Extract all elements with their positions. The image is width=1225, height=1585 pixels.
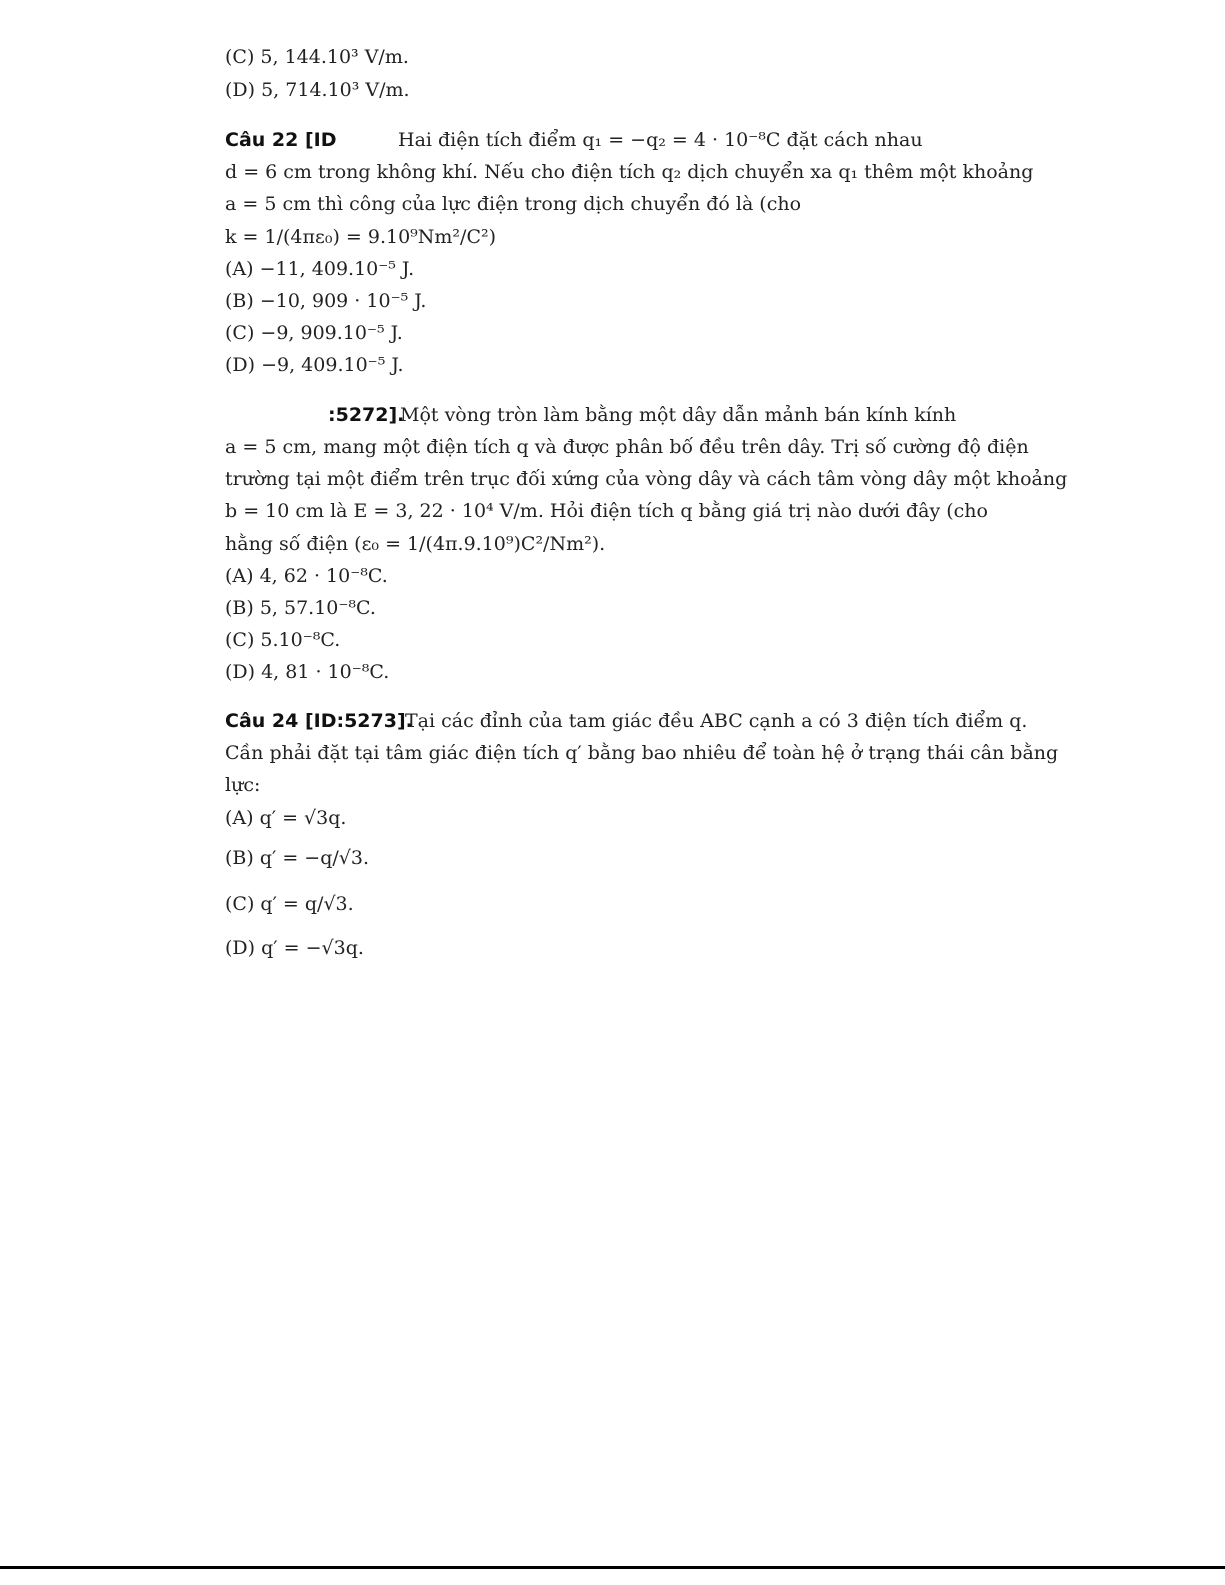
q24-option-d: (D) q′ = −√3q. [225,937,364,959]
q21-option-c: (C) 5, 144.10³ V/m. [225,46,409,68]
q23-option-a: (A) 4, 62 · 10⁻⁸C. [225,565,388,587]
q23-option-b: (B) 5, 57.10⁻⁸C. [225,597,376,619]
q23-heading: :5272]. [328,404,405,426]
q23-line3: trường tại một điểm trên trục đối xứng của vòng dây và cách tâm vòng dây một khoảng [225,468,1068,490]
q23-line1: Một vòng tròn làm bằng một dây dẫn mảnh bán kính kính [400,404,957,426]
q24-option-b: (B) q′ = −q/√3. [225,847,370,869]
q24-line1: Tại các đỉnh của tam giác đều ABC cạnh a có 3 điện tích điểm q. [405,710,1028,732]
q24-line2: Cần phải đặt tại tâm giác điện tích q′ bằng bao nhiêu để toàn hệ ở trạng thái cân bằng [225,742,1059,764]
q23-line4: b = 10 cm là E = 3, 22 · 10⁴ V/m. Hỏi điện tích q bằng giá trị nào dưới đây (cho [225,500,988,522]
q22-line4: k = 1/(4πε₀) = 9.10⁹Nm²/C²) [225,226,497,248]
q23-option-c: (C) 5.10⁻⁸C. [225,629,341,651]
q21-option-d: (D) 5, 714.10³ V/m. [225,79,410,101]
q22-option-d: (D) −9, 409.10⁻⁵ J. [225,354,404,376]
q22-line1: Hai điện tích điểm q₁ = −q₂ = 4 · 10⁻⁸C đặt cách nhau [398,129,923,151]
q22-option-a: (A) −11, 409.10⁻⁵ J. [225,258,415,280]
q24-heading: Câu 24 [ID:5273]. [225,710,413,732]
q23-line2: a = 5 cm, mang một điện tích q và được phân bố đều trên dây. Trị số cường độ điện [225,436,1029,458]
q23-option-d: (D) 4, 81 · 10⁻⁸C. [225,661,390,683]
q22-line2: d = 6 cm trong không khí. Nếu cho điện tích q₂ dịch chuyển xa q₁ thêm một khoảng [225,161,1034,183]
q22-option-c: (C) −9, 909.10⁻⁵ J. [225,322,403,344]
q24-option-c: (C) q′ = q/√3. [225,893,354,915]
q22-line3: a = 5 cm thì công của lực điện trong dịch chuyển đó là (cho [225,193,802,215]
q22-heading: Câu 22 [ID [225,129,337,151]
q22-option-b: (B) −10, 909 · 10⁻⁵ J. [225,290,427,312]
q24-line3: lực: [225,774,261,796]
q24-option-a: (A) q′ = √3q. [225,807,347,829]
page-bottom-border [0,1566,1225,1569]
q23-line5: hằng số điện (ε₀ = 1/(4π.9.10⁹)C²/Nm²). [225,533,606,555]
